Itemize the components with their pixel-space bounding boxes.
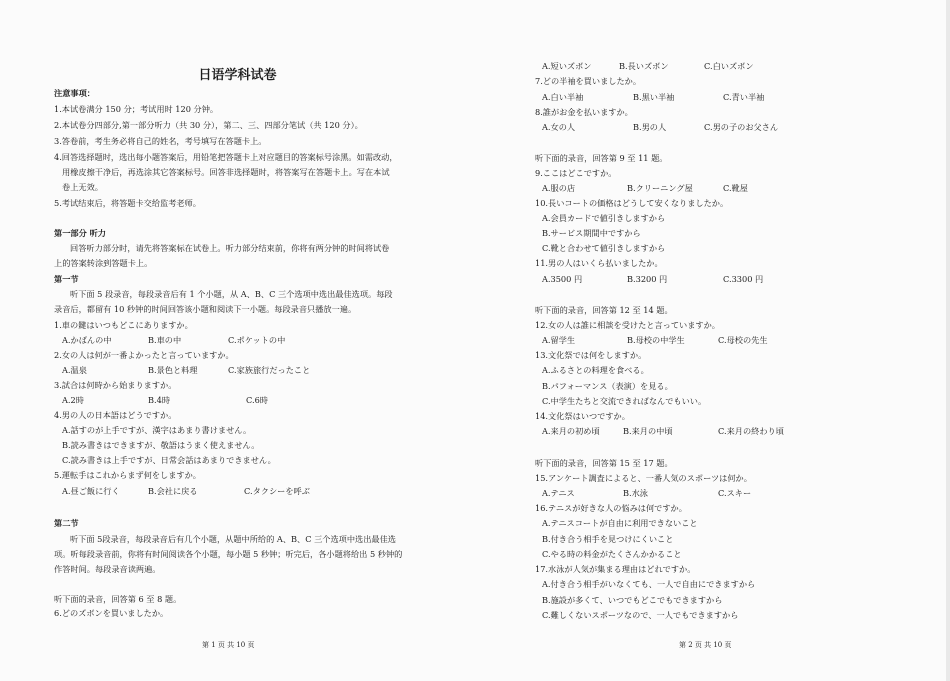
option-b: B.クリーニング屋 xyxy=(627,183,693,193)
note-line: 2.本试卷分四部分,第一部分听力（共 30 分），第二、三、四部分笔试（共 120 分）。 xyxy=(54,120,363,130)
option-a: A.来月の初め頃 xyxy=(542,426,600,436)
option-a: A.話すのが上手ですが、漢字はあまり書けません。 xyxy=(62,425,252,435)
option-a: A.3500 円 xyxy=(542,274,583,284)
notes-heading: 注意事项： xyxy=(54,88,95,98)
option-a: A.2時 xyxy=(62,395,84,405)
option-b: B.施設が多くて、いつでもどこでもできますから xyxy=(542,595,723,605)
part1-intro-line: 上的答案转涂到答题卡上。 xyxy=(54,258,153,268)
option-a: A.テニス xyxy=(542,488,575,498)
note-line: 卷上无效。 xyxy=(62,182,103,192)
option-a: A.短いズボン xyxy=(542,61,592,71)
note-line: 用橡皮擦干净后，再选涂其它答案标号。回答非选择题时，将答案写在答题卡上。写在本试 xyxy=(62,167,390,177)
option-b: B.黒い半袖 xyxy=(633,92,675,102)
question-8: 8.誰がお金を払いますか。 xyxy=(535,107,633,117)
question-14: 14.文化祭はいつですか。 xyxy=(535,411,630,421)
exam-title: 日语学科试卷 xyxy=(198,68,277,83)
question-10: 10.長いコートの価格はどうして安くなりましたか。 xyxy=(535,198,729,208)
note-line: 1.本试卷满分 150 分；考试用时 120 分钟。 xyxy=(54,104,219,114)
group-instruction: 听下面的录音，回答第 9 至 11 题。 xyxy=(535,153,668,163)
option-a: A.テニスコートが自由に利用できないこと xyxy=(542,518,698,528)
page-edge xyxy=(946,0,950,681)
question-3: 3.試合は何時から始まりますか。 xyxy=(54,380,177,390)
option-c: C.来月の終わり頃 xyxy=(718,426,784,436)
option-a: A.温泉 xyxy=(62,365,87,375)
option-b: B.車の中 xyxy=(148,335,182,345)
option-a: A.女の人 xyxy=(542,122,576,132)
section1-heading: 第一节 xyxy=(54,274,79,284)
option-a: A.会員カードで値引きしますから xyxy=(542,213,666,223)
question-11: 11.男の人はいくら払いましたか。 xyxy=(535,258,663,268)
option-b: B.3200 円 xyxy=(627,274,668,284)
option-a: A.白い半袖 xyxy=(542,92,584,102)
option-a: A.かばんの中 xyxy=(62,335,112,345)
question-9: 9.ここはどこですか。 xyxy=(535,168,617,178)
option-b: B.来月の中頃 xyxy=(623,426,673,436)
option-c: C.ポケットの中 xyxy=(228,335,286,345)
section2-heading: 第二节 xyxy=(54,518,79,528)
question-17: 17.水泳が人気が集まる理由はどれですか。 xyxy=(535,564,696,574)
part1-intro-line: 回答听力部分时，请先将答案标在试卷上。听力部分结束前，你将有两分钟的时间将试卷 xyxy=(70,243,390,253)
option-c: C.やる時の料金がたくさんかかること xyxy=(542,549,682,559)
option-b: B.付き合う相手を見つけにくいこと xyxy=(542,534,674,544)
option-c: C.タクシーを呼ぶ xyxy=(244,486,310,496)
note-line: 4.回答选择题时，选出每小题答案后，用铅笔把答题卡上对应题目的答案标号涂黑。如需改动， xyxy=(54,152,398,162)
option-b: B.長いズボン xyxy=(619,61,669,71)
part1-heading: 第一部分 听力 xyxy=(54,228,106,238)
option-c: C.男の子のお父さん xyxy=(704,122,779,132)
option-b: B.読み書きはできますが、敬語はうまく使えません。 xyxy=(62,440,260,450)
question-12: 12.女の人は誰に相談を受けたと言っていますか。 xyxy=(535,320,720,330)
section2-intro-line: 作答时间。每段录音读两遍。 xyxy=(54,564,161,574)
option-b: B.母校の中学生 xyxy=(627,335,685,345)
option-c: C.中学生たちと交流できればなんでもいい。 xyxy=(542,396,707,406)
option-c: C.青い半袖 xyxy=(723,92,765,102)
page-number: 第 2 页 共 10 页 xyxy=(679,641,732,649)
option-a: A.付き合う相手がいなくても、一人で自由にできますから xyxy=(542,579,756,589)
group-instruction: 听下面的录音，回答第 15 至 17 题。 xyxy=(535,458,673,468)
option-c: C.母校の先生 xyxy=(718,335,768,345)
note-line: 3.答卷前，考生务必将自己的姓名，考号填写在答题卡上。 xyxy=(54,136,267,146)
option-b: B.水泳 xyxy=(623,488,648,498)
option-a: A.ふるさとの料理を食べる。 xyxy=(542,365,649,375)
option-c: C.家族旅行だったこと xyxy=(228,365,311,375)
option-c: C.靴屋 xyxy=(723,183,748,193)
option-a: A.留学生 xyxy=(542,335,576,345)
option-b: B.男の人 xyxy=(633,122,667,132)
question-15: 15.アンケート調査によると、一番人気のスポーツは何か。 xyxy=(535,473,752,483)
option-b: B.パフォーマンス（表演）を見る。 xyxy=(542,381,673,391)
question-4: 4.男の人の日本語はどうですか。 xyxy=(54,410,177,420)
option-c: C.6時 xyxy=(246,395,268,405)
section2-intro-line: 听下面 5段录音，每段录音后有几个小题，从题中所给的 A、B、C 三个选项中选出最佳选 xyxy=(70,534,396,544)
option-c: C.スキー xyxy=(718,488,752,498)
option-b: B.会社に戻る xyxy=(148,486,198,496)
section2-intro-line: 项。听每段录音前，你将有时间阅读各个小题，每小题 5 秒钟；听完后，各小题将给出 5 秒钟的 xyxy=(54,549,403,559)
note-line: 5.考试结束后，将答题卡交给监考老师。 xyxy=(54,198,201,208)
question-2: 2.女の人は何が一番よかったと言っていますか。 xyxy=(54,350,234,360)
question-1: 1.車の鍵はいつもどこにありますか。 xyxy=(54,320,193,330)
question-16: 16.テニスが好きな人の悩みは何ですか。 xyxy=(535,503,687,513)
option-c: C.靴と合わせて値引きしますから xyxy=(542,243,666,253)
right-page xyxy=(475,0,950,681)
option-c: C.3300 円 xyxy=(723,274,764,284)
section1-intro-line: 录音后，都留有 10 秒钟的时间回答该小题和阅读下一小题。每段录音只播放一遍。 xyxy=(54,304,357,314)
question-5: 5.運転手はこれからまず何をしますか。 xyxy=(54,470,201,480)
option-c: C.白いズボン xyxy=(704,61,754,71)
option-c: C.読み書きは上手ですが、日常会話はあまりできません。 xyxy=(62,455,276,465)
option-b: B.4時 xyxy=(148,395,171,405)
option-c: C.難しくないスポーツなので、一人でもできますから xyxy=(542,610,739,620)
option-b: B.サービス期間中ですから xyxy=(542,228,641,238)
page-number: 第 1 页 共 10 页 xyxy=(202,641,255,649)
group-instruction: 听下面的录音，回答第 6 至 8 题。 xyxy=(54,594,182,604)
question-6: 6.どのズボンを買いましたか。 xyxy=(54,608,169,618)
option-b: B.景色と料理 xyxy=(148,365,198,375)
question-13: 13.文化祭では何をしますか。 xyxy=(535,350,647,360)
group-instruction: 听下面的录音，回答第 12 至 14 题。 xyxy=(535,305,673,315)
option-a: A.服の店 xyxy=(542,183,576,193)
section1-intro-line: 听下面 5 段录音，每段录音后有 1 个小题，从 A、B、C 三个选项中选出最佳选项。每段 xyxy=(70,289,393,299)
question-7: 7.どの半袖を買いましたか。 xyxy=(535,76,642,86)
option-a: A.昼ご飯に行く xyxy=(62,486,120,496)
